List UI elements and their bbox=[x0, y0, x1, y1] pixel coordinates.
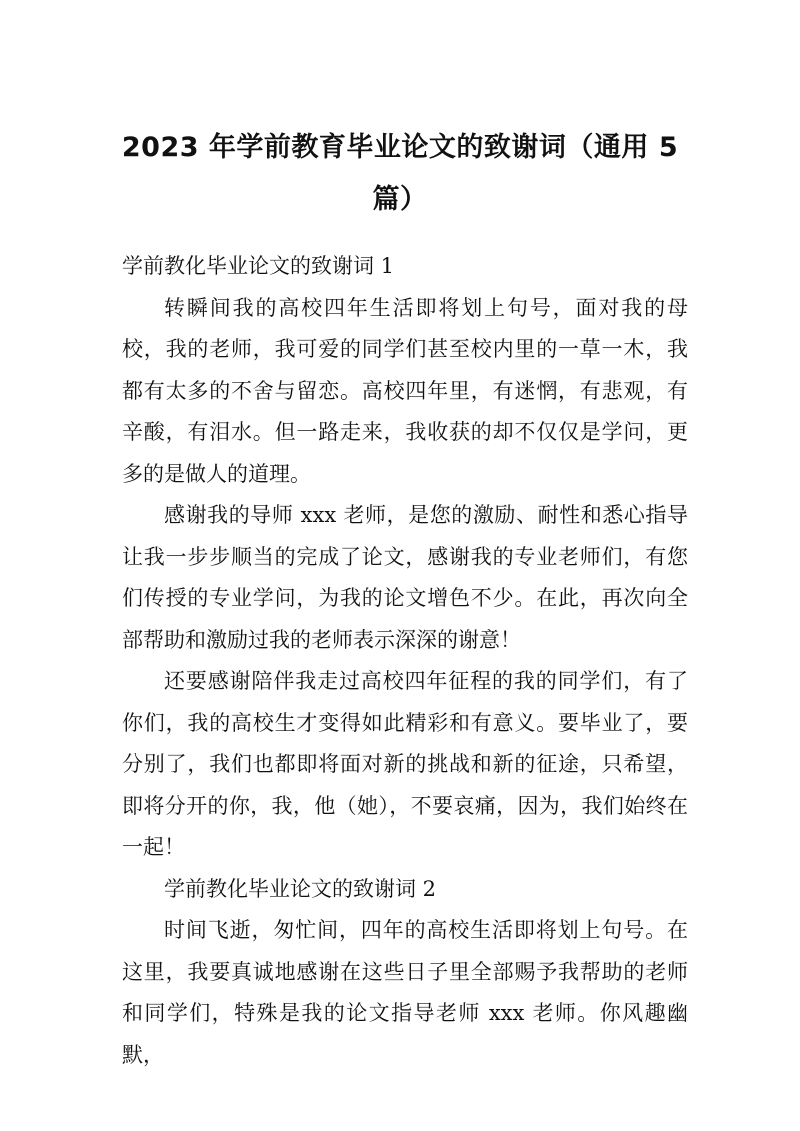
paragraph-1-3: 还要感谢陪伴我走过高校四年征程的我的同学们，有了你们，我的高校生才变得如此精彩和有意义。要毕业了，要分别了，我们也都即将面对新的挑战和新的征途，只希望，即将分开的你，我，他（她），不要哀痛，因为，我们始终在一起！ bbox=[122, 669, 688, 859]
section-heading-1: 学前教化毕业论文的致谢词 1 bbox=[122, 254, 395, 278]
paragraph-1-2: 感谢我的导师 xxx 老师，是您的激励、耐性和悉心指导让我一步步顺当的完成了论文，感谢我的专业老师们，有您们传授的专业学问，为我的论文增色不少。在此，再次向全部帮助和激励过我的老师表示深深的谢意！ bbox=[122, 503, 688, 652]
paragraph-1-1: 转瞬间我的高校四年生活即将划上句号，面对我的母校，我的老师，我可爱的同学们甚至校内里的一草一木，我都有太多的不舍与留恋。高校四年里，有迷惘，有悲观，有辛酸，有泪水。但一路走来，我收获的却不仅仅是学问，更多的是做人的道理。 bbox=[122, 295, 688, 486]
document-title: 2023 年学前教育毕业论文的致谢词（通用 5 篇） bbox=[121, 132, 679, 215]
section-heading-2: 学前教化毕业论文的致谢词 2 bbox=[164, 876, 437, 901]
paragraph-2-1: 时间飞逝，匆忙间，四年的高校生活即将划上句号。在这里，我要真诚地感谢在这些日子里全部赐予我帮助的老师和同学们，特殊是我的论文指导老师 xxx 老师。你风趣幽默， bbox=[122, 918, 688, 1067]
document-body bbox=[122, 246, 688, 1076]
